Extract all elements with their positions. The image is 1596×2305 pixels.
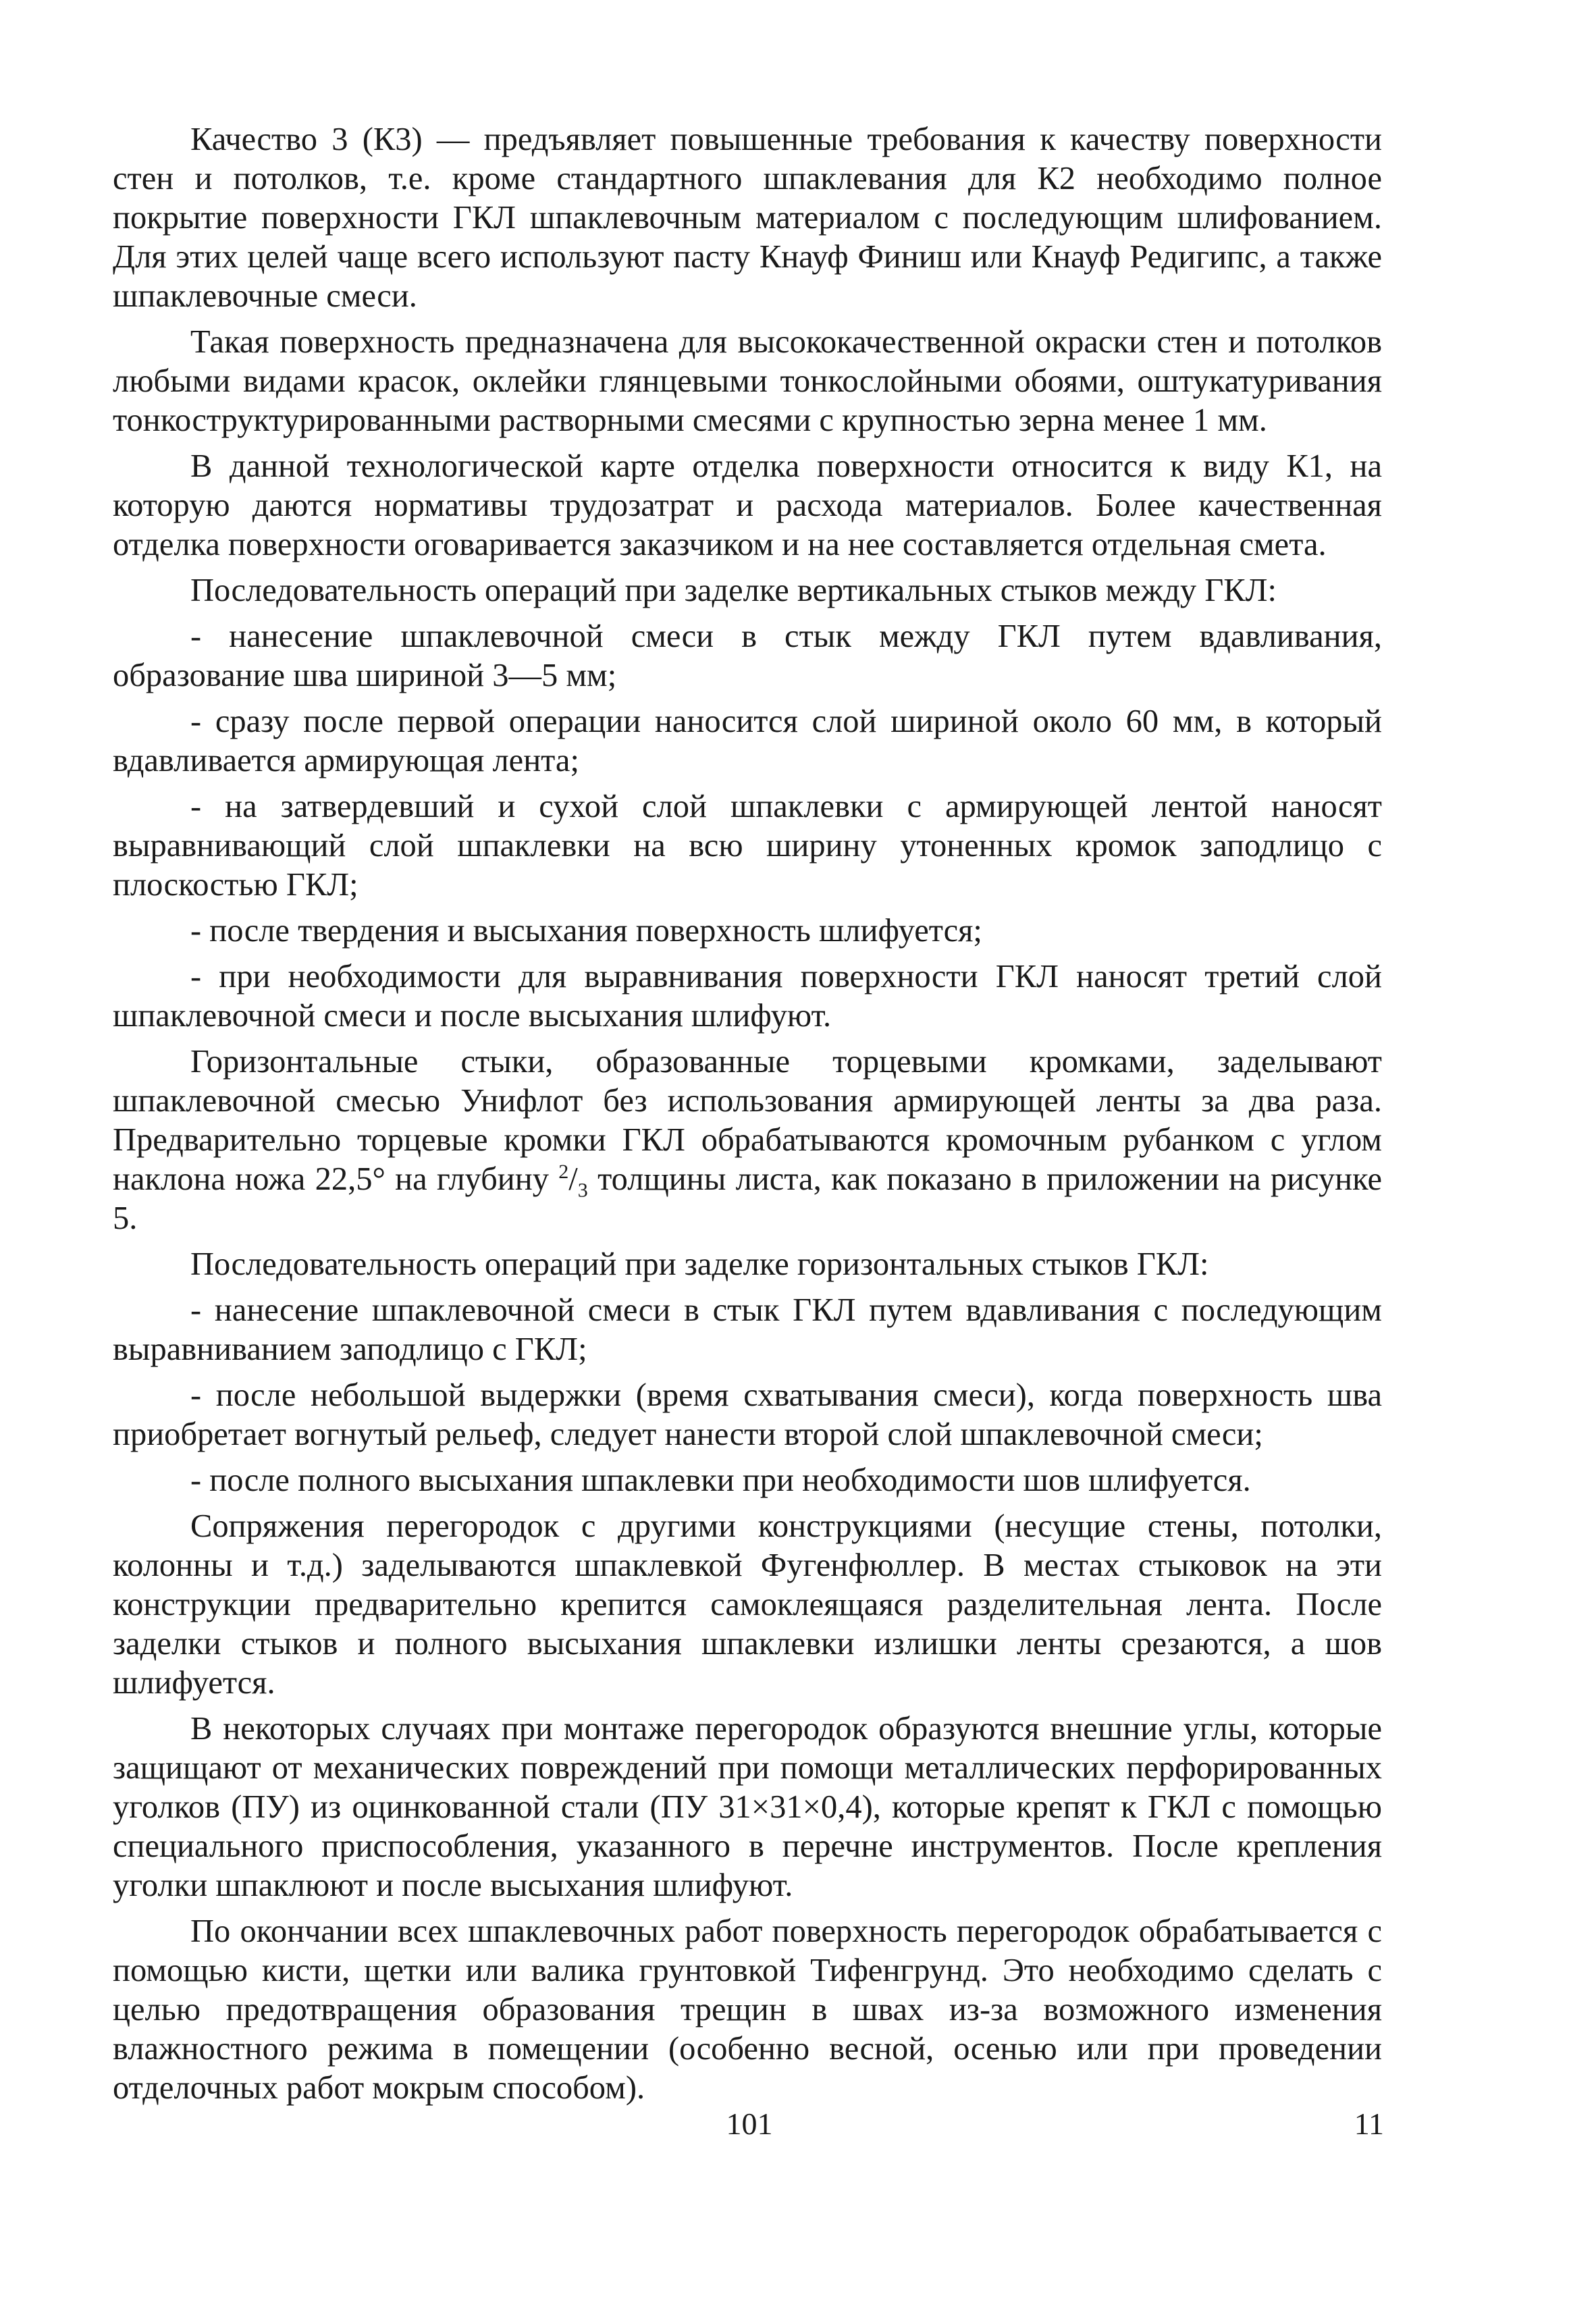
paragraph-finish-k1: В данной технологической карте отделка поверхности относится к виду К1, на которую даются нормативы трудозатрат и расхода материалов. Более качественная отделка поверхности оговаривается заказчиком и на нее составляется отдельная смета. xyxy=(113,448,1382,562)
body-text xyxy=(113,120,1382,2108)
paragraph-horizontal-joints: Горизонтальные стыки, образованные торцевыми кромками, заделывают шпаклевочной смесью Унифлот без использования армирующей ленты за два раза. Предварительно торцевые кромки ГКЛ обрабатываются кромочным рубанком с углом наклона ножа 22,5° на глубину $^2/_3$ толщины листа, как показано в приложении на рисунке 5. xyxy=(113,1044,1382,1236)
paragraph-quality-k3: Качество 3 (К3) — предъявляет повышенные требования к качеству поверхности стен и потолков, т.е. кроме стандартного шпаклевания для К2 необходимо полное покрытие поверхности ГКЛ шпаклевочным материалом с последующим шлифованием. Для этих целей чаще всего используют пасту Кнауф Финиш или Кнауф Редигипс, а также шпаклевочные смеси. xyxy=(113,122,1382,314)
paragraph-surface-purpose: Такая поверхность предназначена для высококачественной окраски стен и потолков любыми видами красок, оклейки глянцевыми тонкослойными обоями, оштукатуривания тонкоструктурированными растворными смесями с крупностью зерна менее 1 мм. xyxy=(113,324,1382,438)
horizontal-joints-text-before: Горизонтальные стыки, образованные торцевыми кромками, заделывают шпаклевочной смесью Унифлот без использования армирующей ленты за два раза. Предварительно торцевые кромки ГКЛ обрабатываются кромочным рубанком с углом наклона ножа 22,5° на глубину xyxy=(113,1044,1382,1197)
list-item-vertical-1: - нанесение шпаклевочной смеси в стык между ГКЛ путем вдавливания, образование шва шириной 3—5 мм; xyxy=(113,618,1382,693)
paragraph-vertical-joints-heading: Последовательность операций при заделке вертикальных стыков между ГКЛ: xyxy=(190,573,1277,608)
fraction-denominator: 3 xyxy=(577,1178,588,1202)
list-item-vertical-2: - сразу после первой операции наносится слой шириной около 60 мм, в который вдавливается армирующая лента; xyxy=(113,704,1382,778)
list-item-vertical-4: - после твердения и высыхания поверхность шлифуется; xyxy=(190,913,982,949)
paragraph-priming: По окончании всех шпаклевочных работ поверхность перегородок обрабатывается с помощью кисти, щетки или валика грунтовкой Тифенгрунд. Это необходимо сделать с целью предотвращения образования трещин в швах из-за возможного изменения влажностного режима в помещении (особенно весной, осенью или при проведении отделочных работ мокрым способом). xyxy=(113,1913,1382,2106)
list-item-vertical-5: - при необходимости для выравнивания поверхности ГКЛ наносят третий слой шпаклевочной смеси и после высыхания шлифуют. xyxy=(113,959,1382,1034)
horizontal-joints-text-after: толщины листа, как показано в приложении на рисунке 5. xyxy=(113,1161,1382,1236)
list-item-horizontal-2: - после небольшой выдержки (время схватывания смеси), когда поверхность шва приобретает вогнутый рельеф, следует нанести второй слой шпаклевочной смеси; xyxy=(113,1377,1382,1452)
paragraph-partition-junctions: Сопряжения перегородок с другими конструкциями (несущие стены, потолки, колонны и т.д.) заделываются шпаклевкой Фугенфюллер. В местах стыковок на эти конструкции предварительно крепится самоклеящаяся разделительная лента. После заделки стыков и полного высыхания шпаклевки излишки ленты срезаются, а шов шлифуется. xyxy=(113,1508,1382,1701)
paragraph-horizontal-joints-heading: Последовательность операций при заделке горизонтальных стыков ГКЛ: xyxy=(190,1246,1209,1282)
sheet-number: 11 xyxy=(1354,2107,1384,2141)
fraction-numerator: 2 xyxy=(558,1159,569,1183)
page-number: 101 xyxy=(726,2107,773,2141)
paragraph-external-corners: В некоторых случаях при монтаже перегородок образуются внешние углы, которые защищают от механических повреждений при помощи металлических перфорированных уголков (ПУ) из оцинкованной стали (ПУ 31×31×0,4), которые крепят к ГКЛ с помощью специального приспособления, указанного в перечне инструментов. После крепления уголки шпаклюют и после высыхания шлифуют. xyxy=(113,1711,1382,1903)
list-item-horizontal-3: - после полного высыхания шпаклевки при необходимости шов шлифуется. xyxy=(190,1462,1251,1498)
list-item-horizontal-1: - нанесение шпаклевочной смеси в стык ГКЛ путем вдавливания с последующим выравниванием заподлицо с ГКЛ; xyxy=(113,1292,1382,1367)
list-item-vertical-3: - на затвердевший и сухой слой шпаклевки с армирующей лентой наносят выравнивающий слой шпаклевки на всю ширину утоненных кромок заподлицо с плоскостью ГКЛ; xyxy=(113,789,1382,903)
